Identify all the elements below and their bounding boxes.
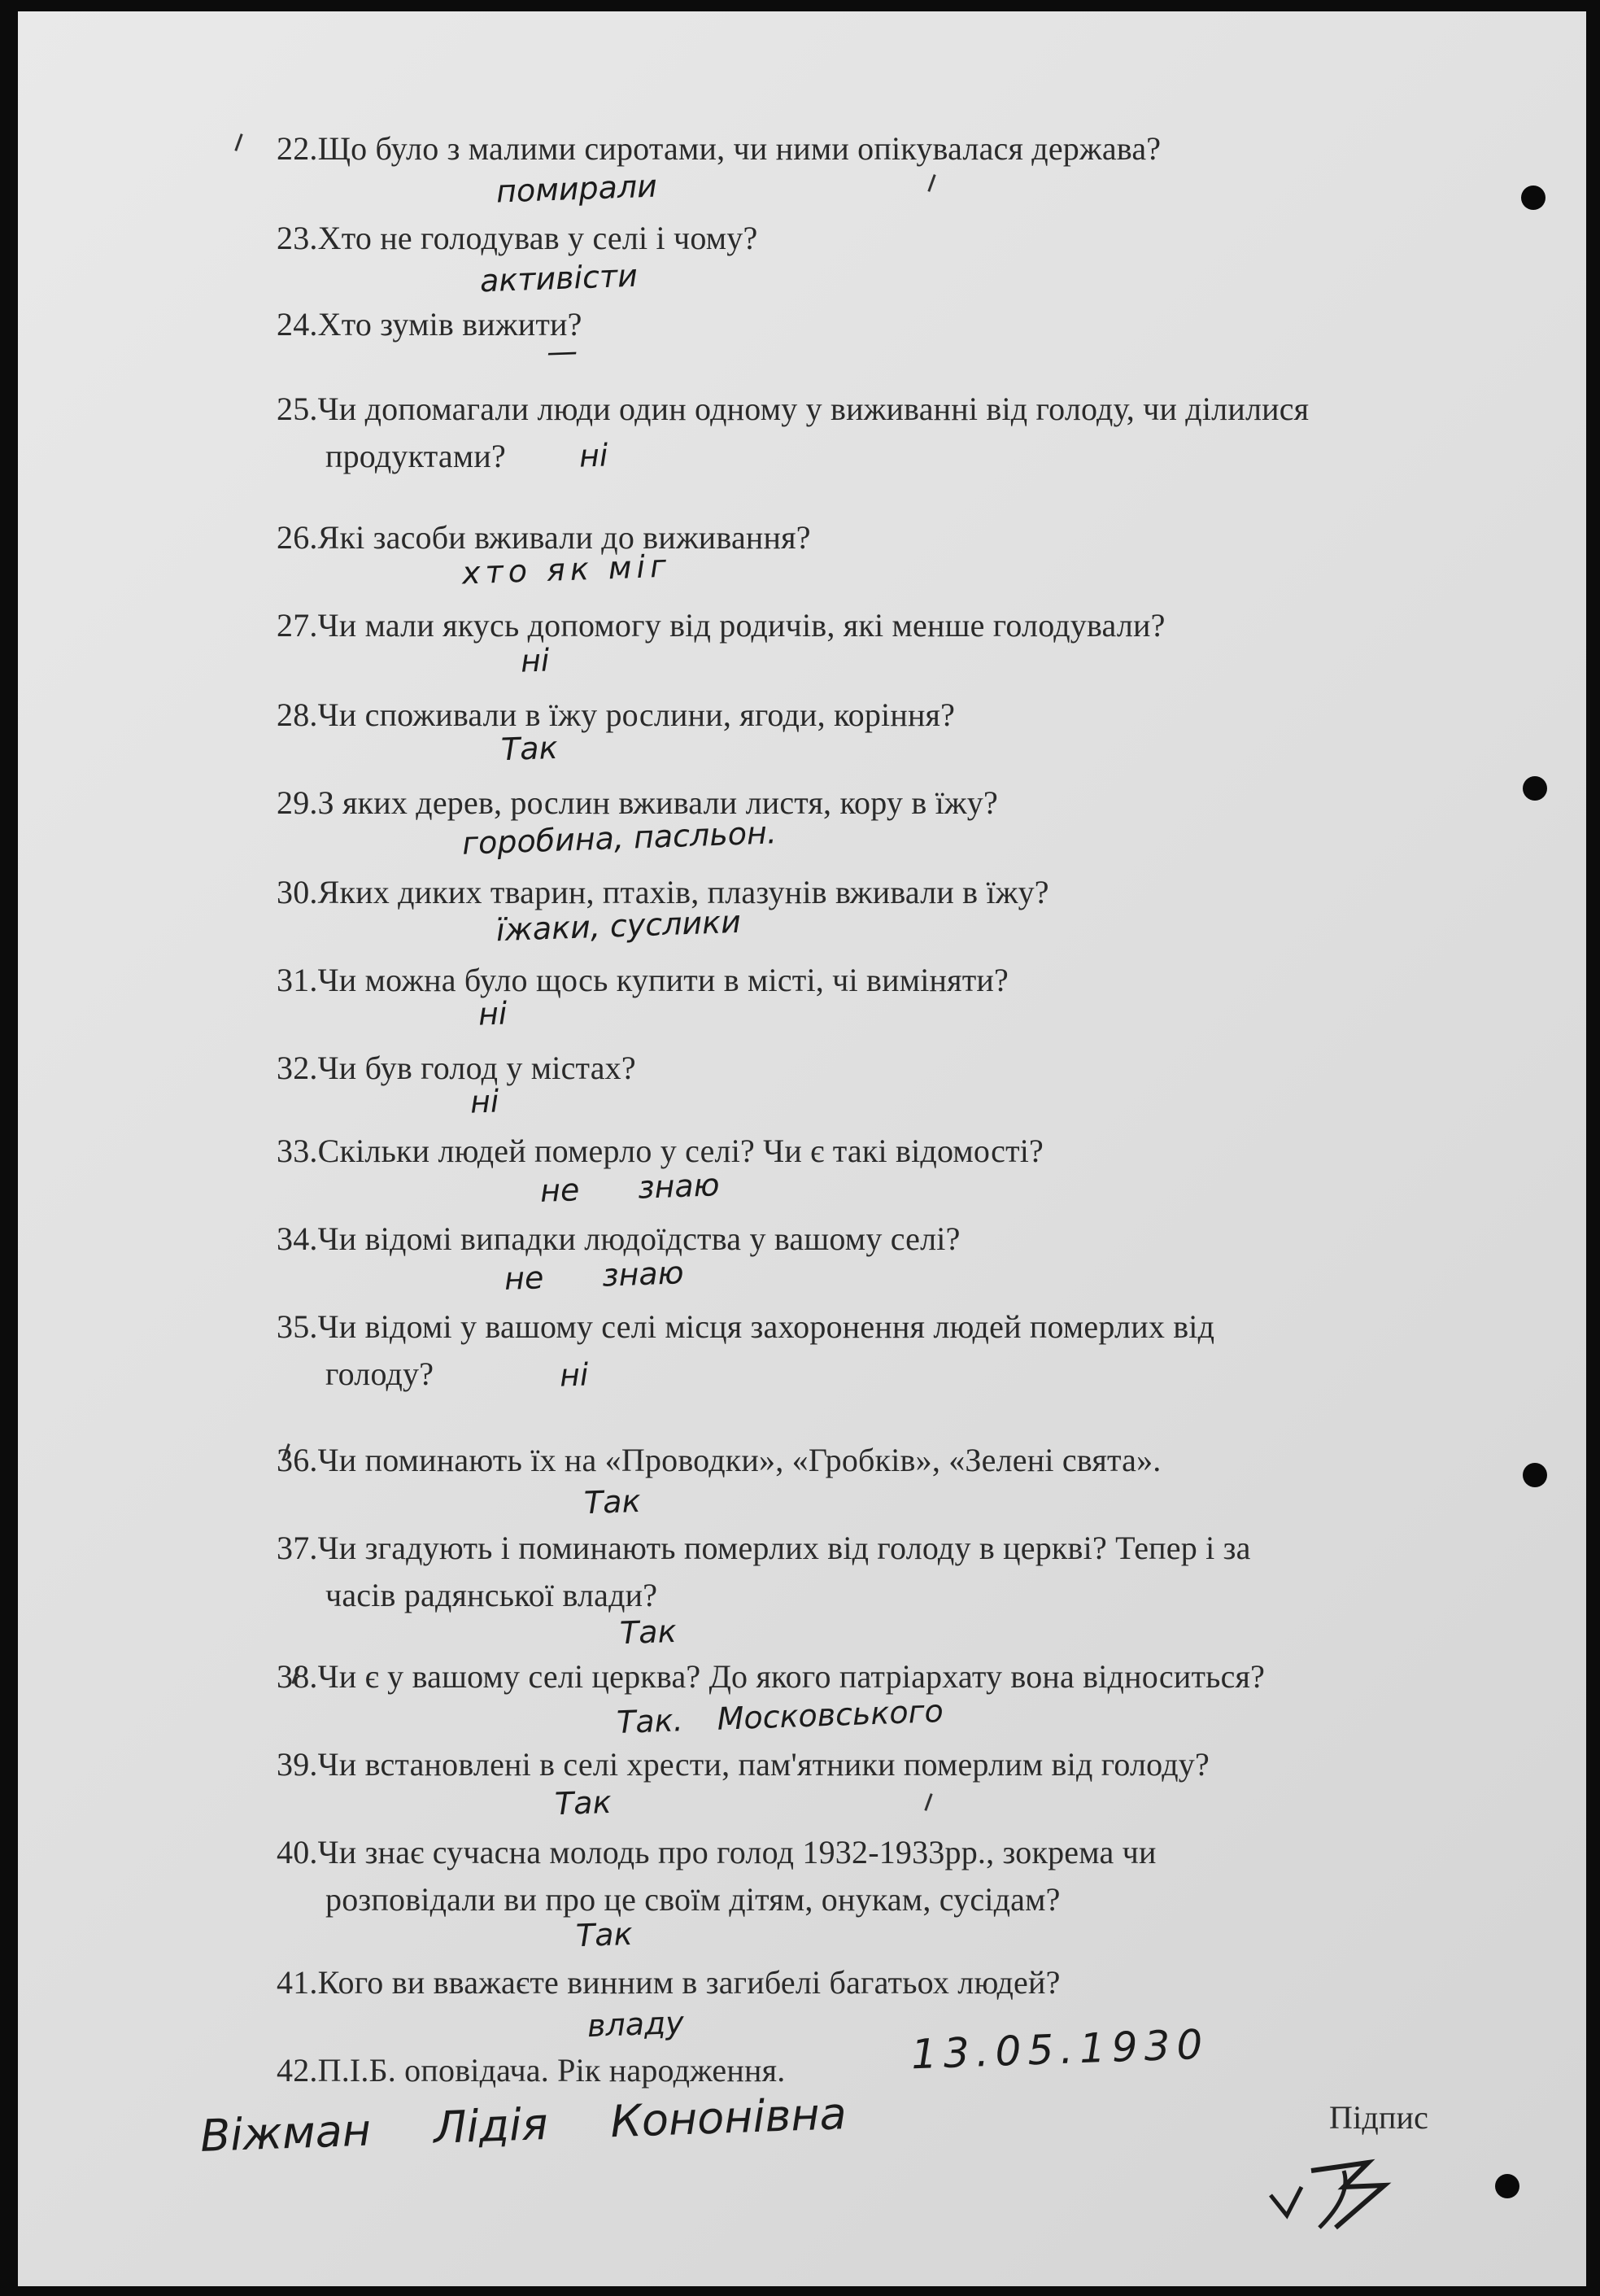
question-25: 25.Чи допомагали люди один одному у виживанні від голоду, чи ділилися продуктами?	[277, 391, 1310, 474]
question-39: 39.Чи встановлені в селі хрести, пам'ятники померлим від голоду?	[277, 1746, 1210, 1783]
answer-26: хто як міг	[461, 548, 672, 591]
question-42: 42.П.І.Б. оповідача. Рік народження.	[277, 2052, 786, 2089]
question-41: 41.Кого ви вважаєте винним в загибелі багатьох людей?	[277, 1964, 1061, 2001]
answer-27: ні	[520, 642, 551, 679]
question-37: 37.Чи згадують і поминають померлих від голоду в церкві? Тепер і за часів радянської влади?	[277, 1530, 1251, 1613]
question-33: 33.Скільки людей померло у селі? Чи є такі відомості?	[277, 1133, 1044, 1169]
question-36: 36.Чи поминають їх на «Проводки», «Гробків», «Зелені свята».	[277, 1442, 1162, 1478]
signature-mark	[1262, 2138, 1409, 2236]
question-30: 30.Яких диких тварин, птахів, плазунів вживали в їжу?	[277, 874, 1049, 910]
question-32: 32.Чи був голод у містах?	[277, 1050, 636, 1086]
question-22: 22.Що було з малими сиротами, чи ними опікувалася держава?	[277, 130, 1162, 167]
answer-40: Так	[575, 1915, 634, 1954]
punch-hole	[1521, 186, 1546, 210]
answer-35: ні	[559, 1356, 590, 1394]
question-28: 28.Чи споживали в їжу рослини, ягоди, коріння?	[277, 696, 956, 733]
answer-25-dash: —	[546, 333, 578, 370]
answer-33: не знаю	[539, 1167, 721, 1209]
answer-36: Так	[583, 1482, 642, 1521]
answer-29: горобина, пасльон.	[461, 814, 778, 862]
question-34: 34.Чи відомі випадки людоїдства у вашому селі?	[277, 1220, 961, 1257]
question-26: 26.Які засоби вживали до виживання?	[277, 519, 811, 556]
pen-tick-mark	[927, 174, 935, 192]
signature-label: Підпис	[1329, 2099, 1429, 2136]
question-27: 27.Чи мали якусь допомогу від родичів, які менше голодували?	[277, 607, 1166, 644]
answer-24: активісти	[479, 257, 639, 299]
question-31: 31.Чи можна було щось купити в місті, чі виміняти?	[277, 962, 1009, 998]
answer-41: владу	[586, 2004, 685, 2045]
question-29: 29.З яких дерев, рослин вживали листя, кору в їжу?	[277, 784, 998, 821]
answer-39: Так	[554, 1783, 613, 1822]
pen-tick-mark	[234, 133, 242, 151]
question-35: 35.Чи відомі у вашому селі місця захоронення людей померлих від голоду?	[277, 1308, 1215, 1392]
answer-31: ні	[477, 995, 508, 1032]
answer-23: помирали	[495, 168, 658, 210]
question-40: 40.Чи знає сучасна молодь про голод 1932-1933рр., зокрема чи розповідали ви про це своїм дітям, онукам, сусідам?	[277, 1834, 1157, 1918]
narrator-name: Віжман Лідія Кононівна	[199, 2088, 848, 2162]
punch-hole	[1495, 2174, 1519, 2198]
questionnaire-page	[18, 11, 1586, 2286]
question-23: 23.Хто не голодував у селі і чому?	[277, 220, 758, 256]
answer-25: ні	[578, 437, 609, 474]
question-24: 24.Хто зумів вижити?	[277, 306, 582, 343]
answer-37: Так	[619, 1613, 678, 1652]
answer-28: Так	[500, 729, 559, 768]
pen-tick-mark	[924, 1793, 932, 1811]
question-38: 38.Чи є у вашому селі церква? До якого патріархату вона відноситься?	[277, 1658, 1266, 1695]
answer-34: не знаю	[504, 1255, 685, 1297]
answer-38: Так. Московського	[616, 1693, 944, 1740]
birth-date: 13.05.1930	[910, 2020, 1210, 2079]
answer-30: їжаки, суслики	[495, 903, 742, 949]
answer-32: ні	[469, 1083, 500, 1120]
